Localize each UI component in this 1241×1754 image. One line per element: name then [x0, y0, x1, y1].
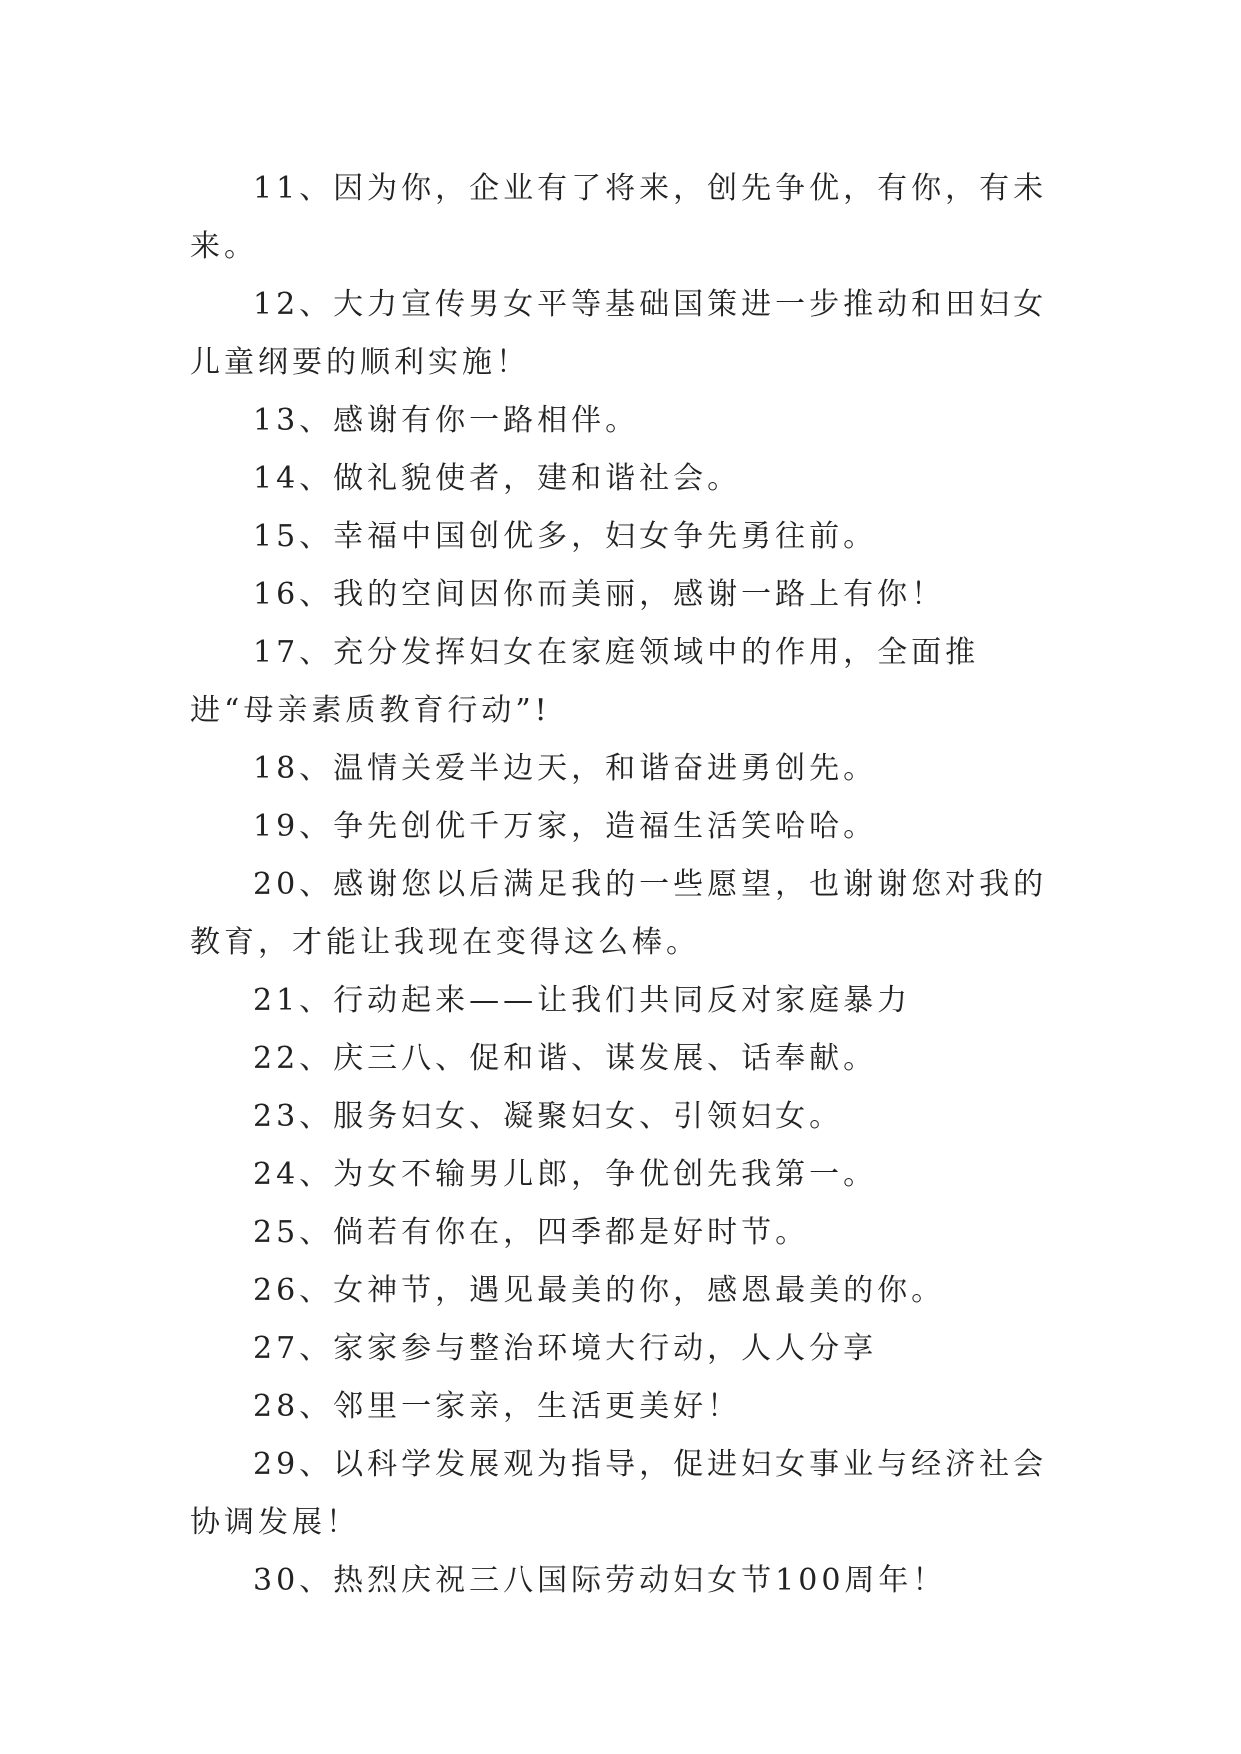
- paragraph-26: 26、女神节，遇见最美的你，感恩最美的你。: [253, 1273, 946, 1308]
- paragraph-11: 11、因为你，企业有了将来，创先争优，有你，有未来。: [190, 171, 1048, 264]
- paragraph-12: 12、大力宣传男女平等基础国策进一步推动和田妇女儿童纲要的顺利实施！: [190, 287, 1048, 380]
- paragraph-14: 14、做礼貌使者，建和谐社会。: [253, 461, 742, 496]
- document-page: [190, 160, 1060, 1610]
- paragraph-18: 18、温情关爱半边天，和谐奋进勇创先。: [253, 751, 878, 786]
- paragraph-20: 20、感谢您以后满足我的一些愿望，也谢谢您对我的教育，才能让我现在变得这么棒。: [190, 867, 1048, 960]
- paragraph-25: 25、倘若有你在，四季都是好时节。: [253, 1215, 810, 1250]
- paragraph-21: 21、行动起来——让我们共同反对家庭暴力: [253, 983, 912, 1018]
- paragraph-29: 29、以科学发展观为指导，促进妇女事业与经济社会协调发展！: [190, 1447, 1048, 1540]
- paragraph-27: 27、家家参与整治环境大行动，人人分享: [253, 1331, 878, 1366]
- paragraph-30: 30、热烈庆祝三八国际劳动妇女节100周年！: [253, 1563, 947, 1598]
- paragraph-28: 28、邻里一家亲，生活更美好！: [253, 1389, 742, 1424]
- paragraph-16: 16、我的空间因你而美丽，感谢一路上有你！: [253, 577, 946, 612]
- paragraph-15: 15、幸福中国创优多，妇女争先勇往前。: [253, 519, 878, 554]
- paragraph-13: 13、感谢有你一路相伴。: [253, 403, 640, 438]
- paragraph-19: 19、争先创优千万家，造福生活笑哈哈。: [253, 809, 878, 844]
- paragraph-22: 22、庆三八、促和谐、谋发展、话奉献。: [253, 1041, 878, 1076]
- paragraph-23: 23、服务妇女、凝聚妇女、引领妇女。: [253, 1099, 844, 1134]
- paragraph-17: 17、充分发挥妇女在家庭领域中的作用，全面推进“母亲素质教育行动”!: [190, 635, 980, 728]
- paragraph-24: 24、为女不输男儿郎，争优创先我第一。: [253, 1157, 878, 1192]
